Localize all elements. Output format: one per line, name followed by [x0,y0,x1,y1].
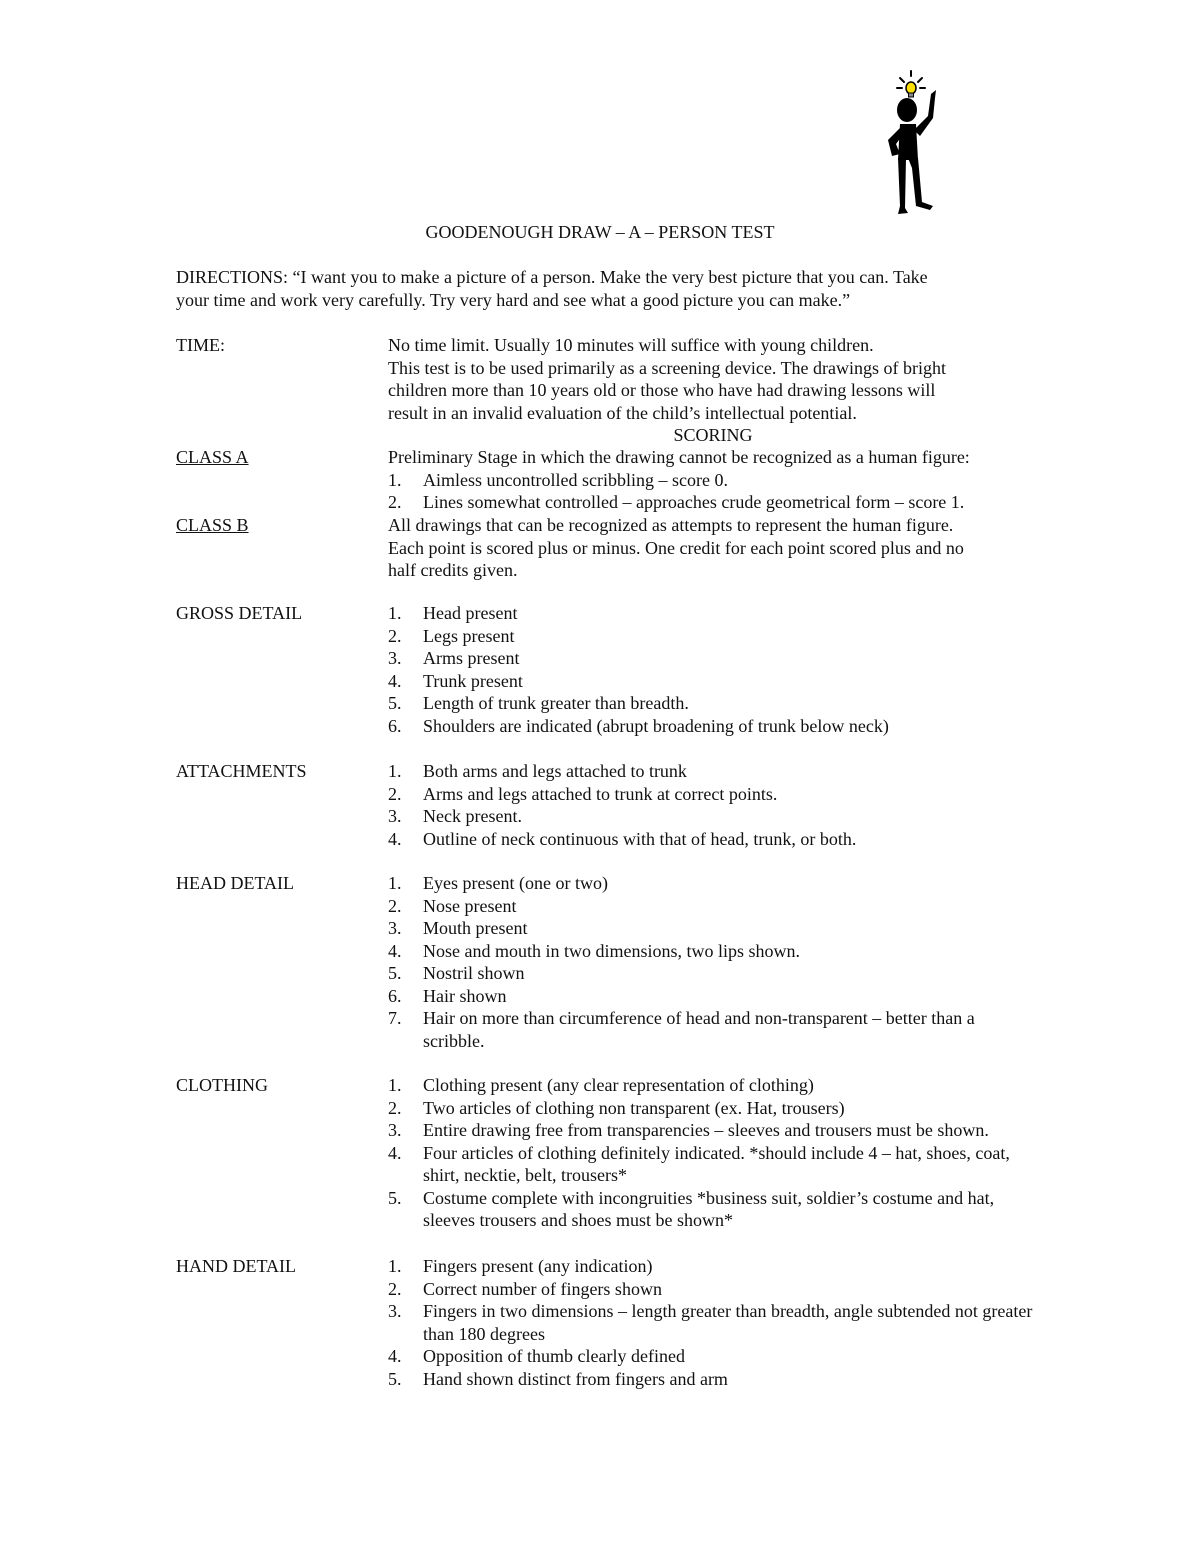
class-b-label: CLASS B [176,515,249,535]
list-item: 5. Costume complete with incongruities *business suit, soldier’s costume and hat, sleeves trousers and shoes must be shown* [388,1187,995,1230]
list-item: 4. Four articles of clothing definitely indicated. *should include 4 – hat, shoes, coat, shirt, necktie, belt, trousers* [388,1142,1010,1185]
list-item: 3. Neck present. [388,806,522,826]
list-item: 4. Opposition of thumb clearly defined [388,1346,685,1366]
attachments-list [388,760,1038,850]
hand-detail-list [388,1255,1038,1390]
class-b-line: half credits given. [388,560,518,580]
list-item: 1. Both arms and legs attached to trunk [388,761,687,781]
directions-line: your time and work very carefully. Try very hard and see what a good picture you can make.” [176,289,851,310]
hand-detail-label: HAND DETAIL [176,1256,297,1276]
class-a-content [388,446,1038,514]
list-item: 1. Clothing present (any clear representation of clothing) [388,1075,814,1095]
list-item: 2. Lines somewhat controlled – approaches crude geometrical form – score 1. [388,492,965,512]
list-item: 1. Eyes present (one or two) [388,873,608,893]
class-b-content [388,514,1038,582]
time-content [388,334,1038,447]
directions [176,266,1036,311]
class-a-label: CLASS A [176,447,249,467]
list-item: 2. Two articles of clothing non transparent (ex. Hat, trousers) [388,1097,845,1118]
list-item: 4. Trunk present [388,670,523,691]
thinking-figure-icon [878,68,958,223]
list-item: 3. Arms present [388,648,520,668]
gross-detail-list [388,602,1038,737]
class-b-line: Each point is scored plus or minus. One credit for each point scored plus and no [388,537,964,558]
gross-detail-label: GROSS DETAIL [176,603,303,623]
list-item: 4. Outline of neck continuous with that of head, trunk, or both. [388,828,857,849]
directions-line: DIRECTIONS: “I want you to make a picture of a person. Make the very best picture that you can. Take [176,267,928,287]
class-a-intro: Preliminary Stage in which the drawing cannot be recognized as a human figure: [388,447,970,467]
attachments-label: ATTACHMENTS [176,761,307,781]
class-b-line: All drawings that can be recognized as attempts to represent the human figure. [388,515,954,535]
head-detail-list [388,872,1038,1052]
list-item: 5. Nostril shown [388,963,525,983]
list-item: 2. Correct number of fingers shown [388,1278,662,1299]
scoring-heading: SCORING [673,425,753,445]
time-line: children more than 10 years old or those who have had drawing lessons will [388,380,936,400]
head-detail-label: HEAD DETAIL [176,873,295,893]
list-item: 6. Hair shown [388,985,507,1006]
time-line: No time limit. Usually 10 minutes will suffice with young children. [388,335,874,355]
time-line: This test is to be used primarily as a screening device. The drawings of bright [388,357,947,378]
list-item: 4. Nose and mouth in two dimensions, two lips shown. [388,940,800,961]
list-item: 2. Legs present [388,625,515,646]
list-item: 3. Entire drawing free from transparencies – sleeves and trousers must be shown. [388,1120,989,1140]
list-item: 3. Mouth present [388,918,528,938]
list-item: 1. Fingers present (any indication) [388,1256,653,1276]
time-line: result in an invalid evaluation of the child’s intellectual potential. [388,402,857,423]
list-item: 6. Shoulders are indicated (abrupt broadening of trunk below neck) [388,715,889,736]
list-item: 2. Arms and legs attached to trunk at correct points. [388,783,778,804]
list-item: 1. Head present [388,603,518,623]
list-item: 7. Hair on more than circumference of head and non-transparent – better than a scribble. [388,1008,975,1051]
list-item: 5. Length of trunk greater than breadth. [388,693,689,713]
clothing-label: CLOTHING [176,1075,268,1095]
list-item: 1. Aimless uncontrolled scribbling – score 0. [388,469,728,490]
time-label: TIME: [176,335,225,355]
page-title: GOODENOUGH DRAW – A – PERSON TEST [425,222,775,242]
list-item: 3. Fingers in two dimensions – length greater than breadth, angle subtended not greater than 180 degrees [388,1301,1033,1344]
clothing-list [388,1074,1038,1232]
list-item: 5. Hand shown distinct from fingers and arm [388,1368,728,1389]
list-item: 2. Nose present [388,895,517,916]
